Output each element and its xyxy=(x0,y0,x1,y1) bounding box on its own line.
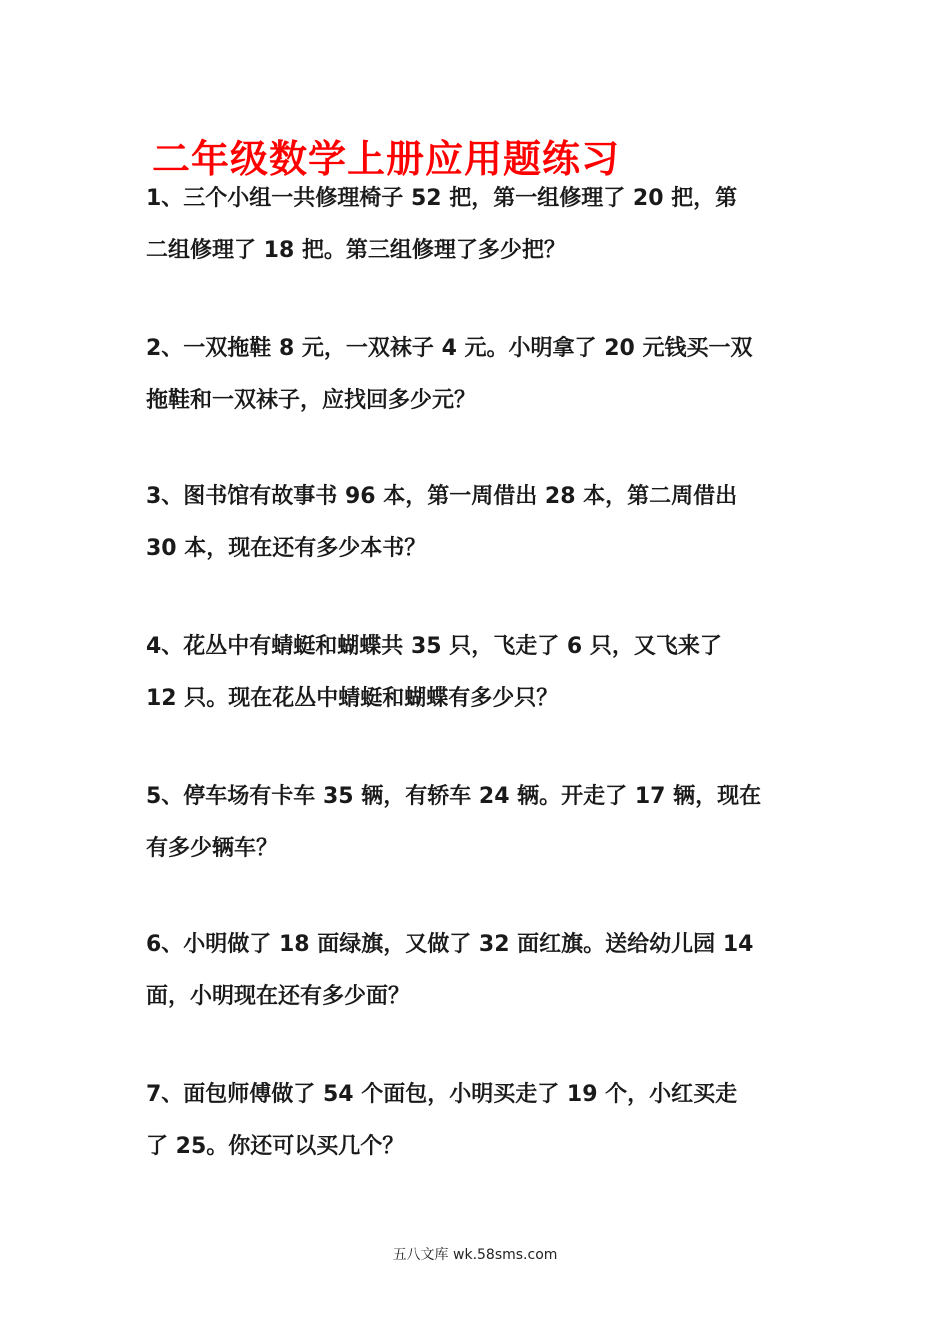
problem-3 xyxy=(146,482,816,586)
problem-2 xyxy=(146,334,816,438)
page-footer: 五八文库 wk.58sms.com xyxy=(392,1247,558,1263)
problem-1 xyxy=(146,184,816,288)
problem-line: 4、花丛中有蜻蜓和蝴蝶共 35 只，飞走了 6 只，又飞来了 xyxy=(146,634,722,659)
problem-line: 有多少辆车？ xyxy=(146,836,279,861)
problem-line: 1、三个小组一共修理椅子 52 把，第一组修理了 20 把，第 xyxy=(146,186,738,211)
problem-line: 2、一双拖鞋 8 元，一双袜子 4 元。小明拿了 20 元钱买一双 xyxy=(146,336,753,361)
problem-6 xyxy=(146,930,816,1034)
problem-line: 二组修理了 18 把。第三组修理了多少把？ xyxy=(146,238,566,263)
problem-line: 30 本，现在还有多少本书？ xyxy=(146,536,427,561)
problem-4 xyxy=(146,632,816,736)
problem-5 xyxy=(146,782,816,886)
problem-line: 了 25。你还可以买几个？ xyxy=(146,1134,405,1159)
problem-line: 拖鞋和一双袜子，应找回多少元？ xyxy=(146,388,477,413)
problem-line: 12 只。现在花丛中蜻蜓和蝴蝶有多少只？ xyxy=(146,686,559,711)
problem-line: 5、停车场有卡车 35 辆，有轿车 24 辆。开走了 17 辆，现在 xyxy=(146,784,762,809)
document-title: 二年级数学上册应用题练习 xyxy=(152,136,621,181)
problem-line: 6、小明做了 18 面绿旗，又做了 32 面红旗。送给幼儿园 14 xyxy=(146,932,754,957)
problem-line: 3、图书馆有故事书 96 本，第一周借出 28 本，第二周借出 xyxy=(146,484,738,509)
problem-line: 7、面包师傅做了 54 个面包，小明买走了 19 个，小红买走 xyxy=(146,1082,738,1107)
problem-line: 面，小明现在还有多少面？ xyxy=(146,984,411,1009)
problem-7 xyxy=(146,1080,816,1184)
